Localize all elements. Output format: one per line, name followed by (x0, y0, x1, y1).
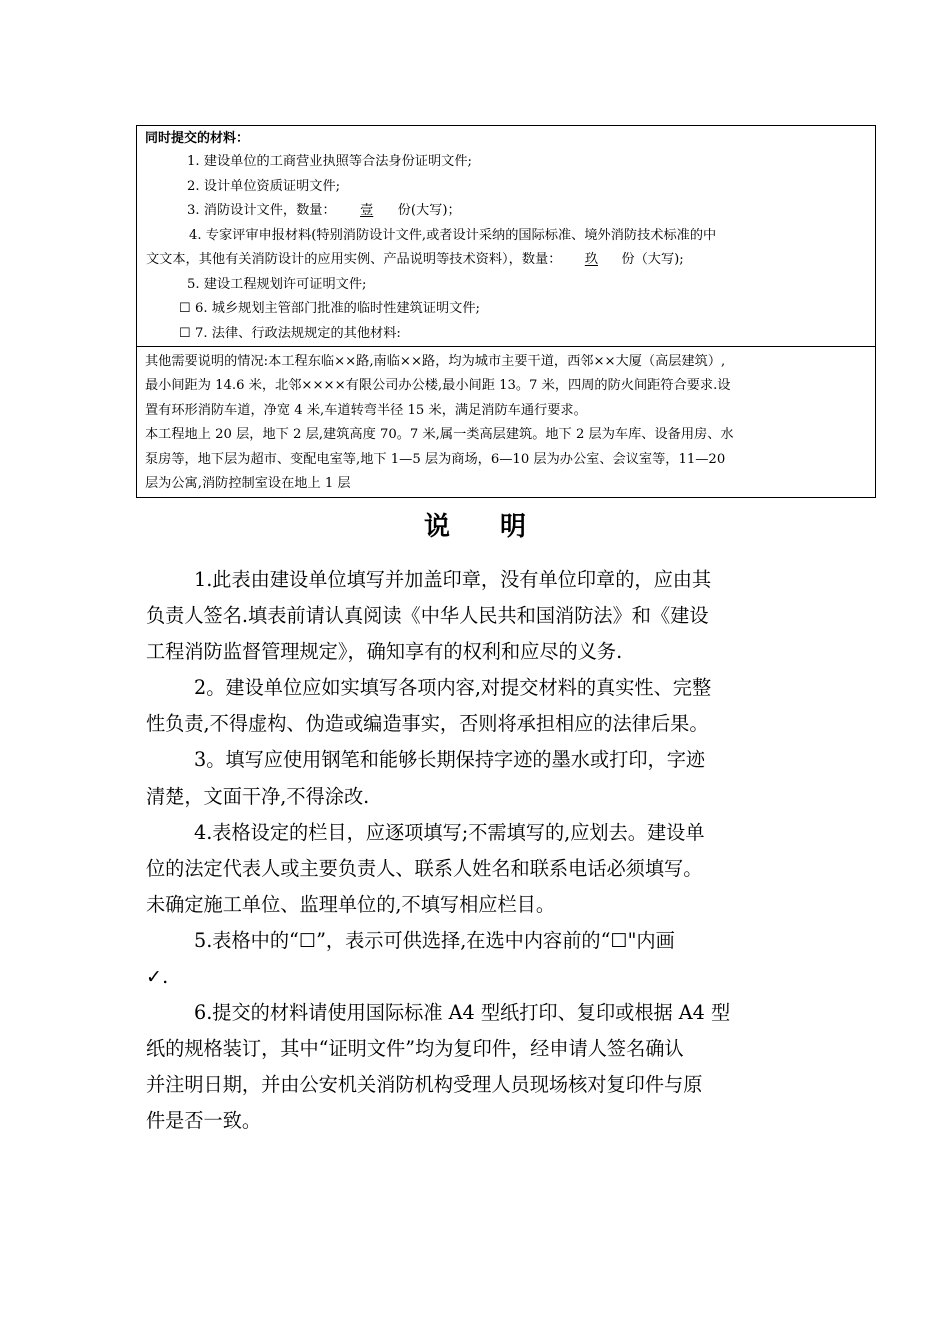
submitted-materials-section (137, 126, 875, 347)
material-item-6-checkbox-line[interactable]: ☐ 6. 城乡规划主管部门批准的临时性建筑证明文件; (179, 301, 480, 316)
material-item-3-quantity: 壹 (360, 203, 374, 218)
material-item-3-unit: 份(大写)； (397, 203, 461, 218)
other-notes-section (137, 347, 875, 497)
explanation-body (146, 562, 810, 1140)
explain-line: 3。填写应使用钢笔和能够长期保持字迹的墨水或打印，字迹 (194, 748, 706, 772)
material-item-1: 1. 建设单位的工商营业执照等合法身份证明文件; (187, 154, 472, 169)
explain-line: 6.提交的材料请使用国际标准 A4 型纸打印、复印或根据 A4 型 (194, 1001, 731, 1025)
material-item-4-unit: 份（大写); (621, 252, 684, 267)
notes-line: 置有环形消防车道，净宽 4 米,车道转弯半径 15 米，满足消防车通行要求。 (145, 402, 587, 418)
materials-form-table (136, 125, 876, 498)
material-item-3-text: 3. 消防设计文件，数量： (187, 203, 336, 218)
material-item-2: 2. 设计单位资质证明文件; (187, 178, 341, 194)
explain-line: 5.表格中的“☐”，表示可供选择,在选中内容前的“☐"内画 (194, 928, 675, 952)
notes-line: 层为公寓,消防控制室设在地上 1 层 (145, 476, 351, 492)
explain-line: 未确定施工单位、监理单位的,不填写相应栏目。 (146, 892, 556, 916)
explain-line: 纸的规格装订，其中“证明文件”均为复印件，经申请人签名确认 (146, 1037, 684, 1061)
explain-line: 4.表格设定的栏目，应逐项填写;不需填写的,应划去。建设单 (194, 820, 705, 844)
notes-line: 最小间距为 14.6 米，北邻××××有限公司办公楼,最小间距 13。7 米，四周的防火间距符合要求.设 (145, 378, 731, 394)
material-item-4-quantity: 玖 (584, 252, 598, 267)
material-item-4-line2 (145, 248, 867, 273)
explain-line: ✓. (146, 965, 169, 989)
explain-line: 负责人签名.填表前请认真阅读《中华人民共和国消防法》和《建设 (146, 604, 709, 628)
material-item-4-line1: 4. 专家评审申报材料(特别消防设计文件,或者设计采纳的国际标准、境外消防技术标准的中 (189, 227, 717, 243)
notes-line: 其他需要说明的情况:本工程东临××路,南临××路，均为城市主要干道，西邻××大厦（高层建筑）, (145, 354, 726, 369)
notes-line: 本工程地上 20 层，地下 2 层,建筑高度 70。7 米,属一类高层建筑。地下 2 层为车库、设备用房、水 (145, 427, 734, 443)
explain-line: 1.此表由建设单位填写并加盖印章，没有单位印章的，应由其 (194, 568, 712, 591)
explain-line: 清楚，文面干净,不得涂改. (146, 784, 370, 808)
explain-line: 位的法定代表人或主要负责人、联系人姓名和联系电话必须填写。 (146, 856, 703, 880)
explanation-title: 说明 (423, 512, 576, 542)
material-item-7-checkbox-line[interactable]: ☐ 7. 法律、行政法规规定的其他材料: (179, 325, 401, 341)
explain-line: 工程消防监督管理规定》，确知享有的权利和应尽的义务. (146, 640, 623, 664)
explain-line: 性负责,不得虚构、伪造或编造事实，否则将承担相应的法律后果。 (146, 712, 709, 736)
material-item-5: 5. 建设工程规划许可证明文件; (187, 276, 367, 292)
materials-heading: 同时提交的材料： (145, 131, 250, 146)
notes-line: 泵房等，地下层为超市、变配电室等,地下 1—5 层为商场，6—10 层为办公室、会议室等，11—20 (145, 451, 726, 467)
explain-line: 件是否一致。 (146, 1109, 262, 1133)
material-item-3 (145, 199, 867, 224)
material-item-4-text: 文文本，其他有关消防设计的应用实例、产品说明等技术资料），数量： (146, 252, 562, 267)
explain-line: 并注明日期，并由公安机关消防机构受理人员现场核对复印件与原 (146, 1073, 703, 1097)
explain-line: 2。建设单位应如实填写各项内容,对提交材料的真实性、完整 (194, 676, 712, 700)
